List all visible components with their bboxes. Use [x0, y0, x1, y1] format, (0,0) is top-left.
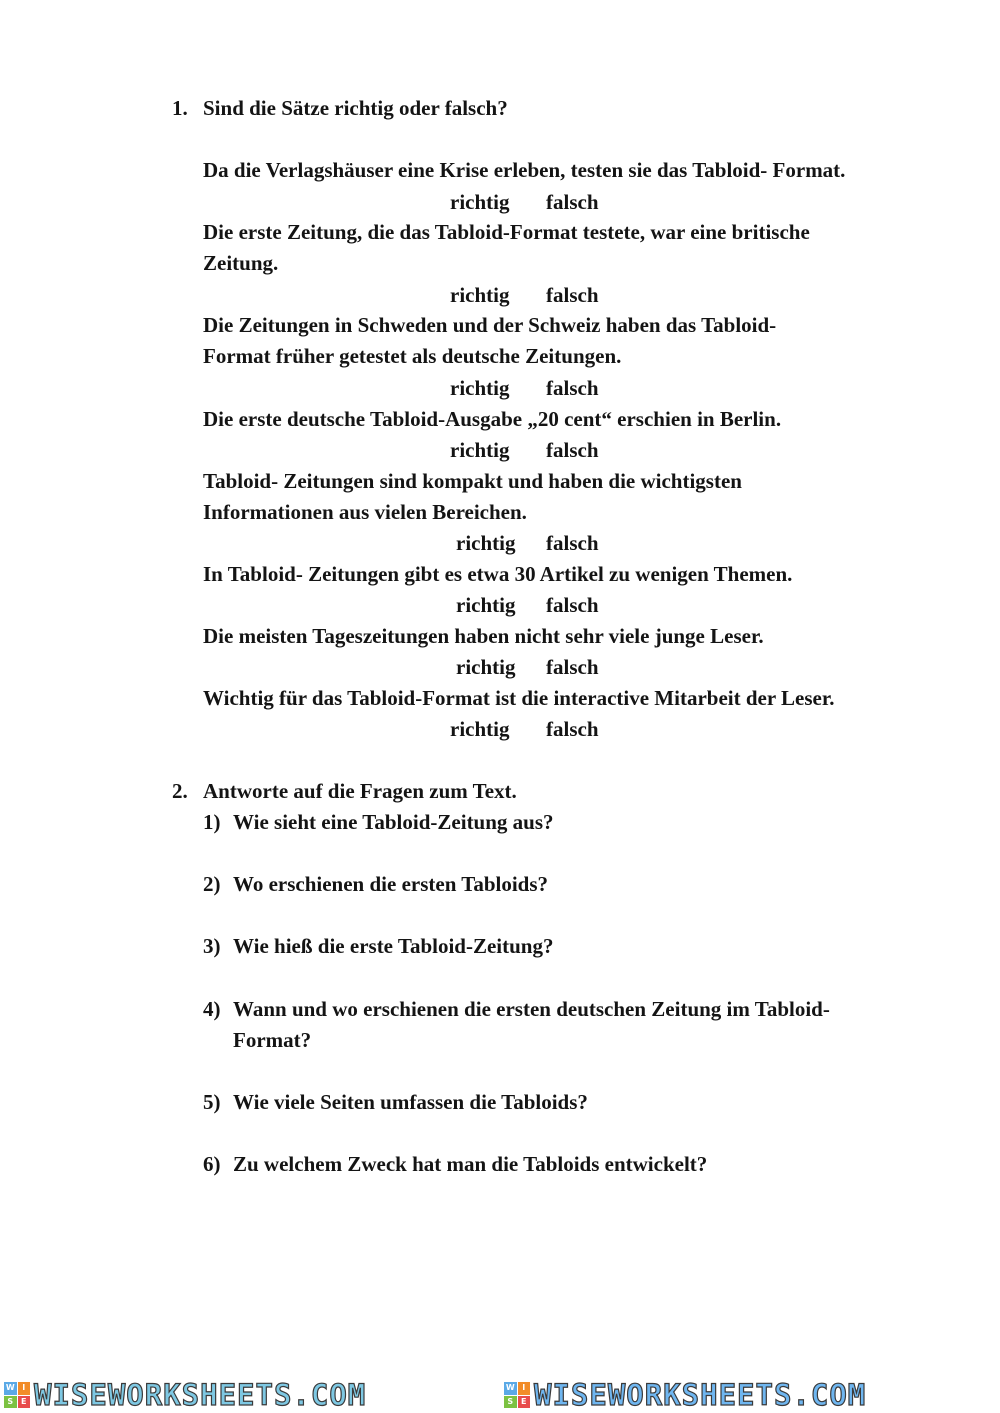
question-text: Wie sieht eine Tabloid-Zeitung aus? [233, 810, 554, 834]
falsch-option[interactable]: falsch [546, 717, 599, 741]
falsch-option[interactable]: falsch [546, 283, 599, 307]
question-number: 1) [203, 810, 221, 834]
falsch-option[interactable]: falsch [546, 531, 599, 555]
section-1-number: 1. [172, 96, 188, 120]
statement-line: Informationen aus vielen Bereichen. [203, 500, 527, 524]
richtig-option[interactable]: richtig [450, 283, 510, 307]
footer-watermark-left [4, 1378, 366, 1412]
footer-watermark-right [504, 1378, 866, 1412]
richtig-option[interactable]: richtig [450, 376, 510, 400]
question-number: 3) [203, 934, 221, 958]
section-1-heading: Sind die Sätze richtig oder falsch? [203, 96, 508, 120]
question-text: Wie hieß die erste Tabloid-Zeitung? [233, 934, 554, 958]
statement-line: Format früher getestet als deutsche Zeitungen. [203, 344, 622, 368]
falsch-option[interactable]: falsch [546, 190, 599, 214]
falsch-option[interactable]: falsch [546, 655, 599, 679]
question-number: 6) [203, 1152, 221, 1176]
question-text: Wo erschienen die ersten Tabloids? [233, 872, 549, 896]
wise-logo-icon: W I S E [504, 1382, 530, 1408]
question-text: Wie viele Seiten umfassen die Tabloids? [233, 1090, 588, 1114]
watermark-text: WISEWORKSHEETS.COM [34, 1378, 367, 1412]
richtig-option[interactable]: richtig [456, 531, 516, 555]
richtig-option[interactable]: richtig [456, 655, 516, 679]
statement-line: Die erste deutsche Tabloid-Ausgabe „20 cent“ erschien in Berlin. [203, 407, 782, 431]
question-number: 4) [203, 997, 221, 1021]
statement-line: Die meisten Tageszeitungen haben nicht sehr viele junge Leser. [203, 624, 764, 648]
question-text: Zu welchem Zweck hat man die Tabloids entwickelt? [233, 1152, 708, 1176]
question-text: Wann und wo erschienen die ersten deutschen Zeitung im Tabloid- [233, 997, 830, 1021]
richtig-option[interactable]: richtig [450, 717, 510, 741]
question-text: Format? [233, 1028, 312, 1052]
falsch-option[interactable]: falsch [546, 438, 599, 462]
question-number: 5) [203, 1090, 221, 1114]
falsch-option[interactable]: falsch [546, 593, 599, 617]
statement-line: Zeitung. [203, 251, 279, 275]
section-2-number: 2. [172, 779, 188, 803]
watermark-text: WISEWORKSHEETS.COM [534, 1378, 867, 1412]
richtig-option[interactable]: richtig [456, 593, 516, 617]
richtig-option[interactable]: richtig [450, 190, 510, 214]
question-number: 2) [203, 872, 221, 896]
section-2-heading: Antworte auf die Fragen zum Text. [203, 779, 517, 803]
statement-line: Wichtig für das Tabloid-Format ist die interactive Mitarbeit der Leser. [203, 686, 835, 710]
statement-line: In Tabloid- Zeitungen gibt es etwa 30 Artikel zu wenigen Themen. [203, 562, 793, 586]
statement-line: Tabloid- Zeitungen sind kompakt und haben die wichtigsten [203, 469, 742, 493]
falsch-option[interactable]: falsch [546, 376, 599, 400]
wise-logo-icon: W I S E [4, 1382, 30, 1408]
statement-line: Die Zeitungen in Schweden und der Schweiz haben das Tabloid- [203, 313, 777, 337]
richtig-option[interactable]: richtig [450, 438, 510, 462]
statement-line: Die erste Zeitung, die das Tabloid-Format testete, war eine britische [203, 220, 810, 244]
statement-line: Da die Verlagshäuser eine Krise erleben, testen sie das Tabloid- Format. [203, 158, 846, 182]
